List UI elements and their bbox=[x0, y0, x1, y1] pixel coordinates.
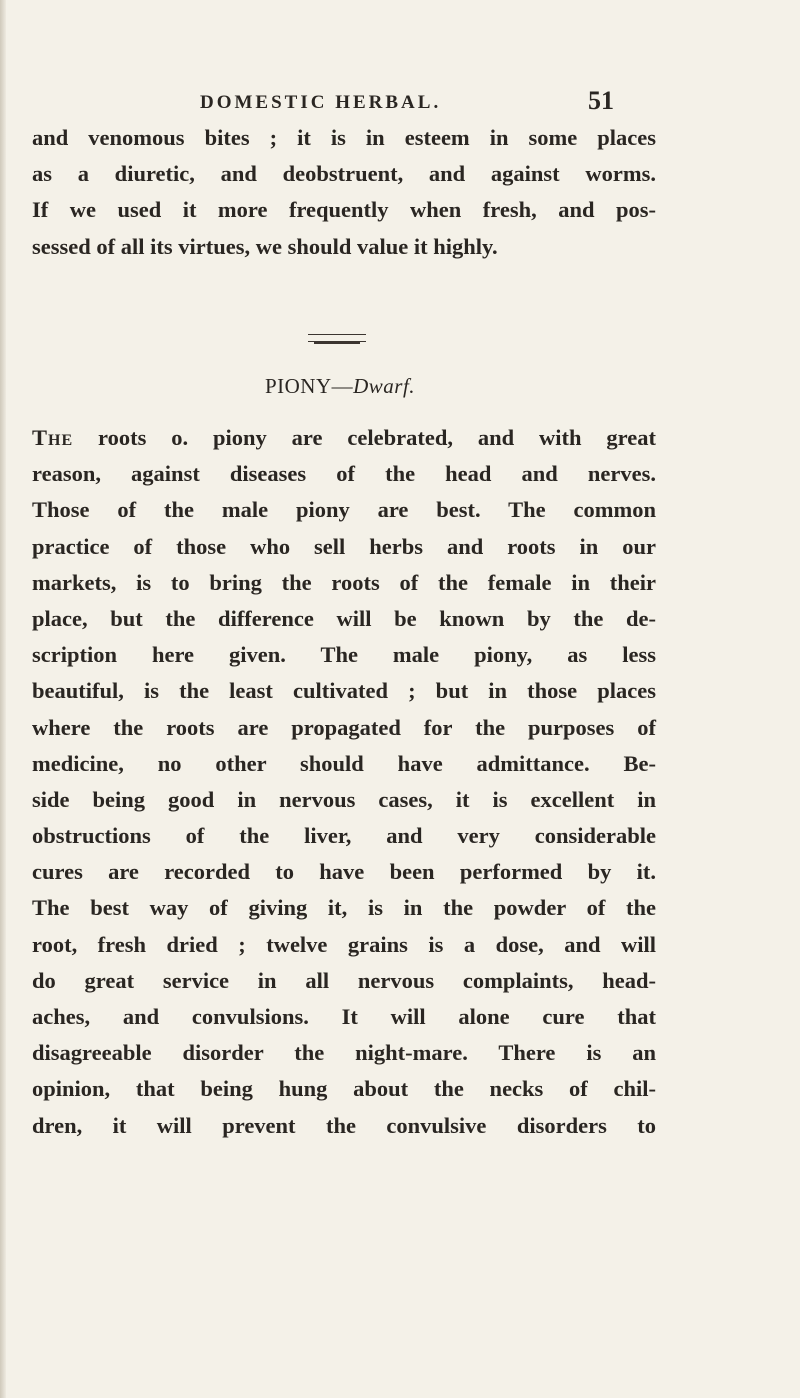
page-number: 51 bbox=[588, 86, 614, 115]
text-line: disagreeable disorder the night-mare. There is an bbox=[32, 1040, 656, 1066]
paragraph-first-line-text: roots o. piony are celebrated, and with great bbox=[73, 425, 656, 450]
section-heading-subtitle: Dwarf. bbox=[353, 374, 416, 398]
section-heading-title: PIONY— bbox=[264, 374, 354, 398]
text-line bbox=[32, 420, 656, 456]
text-line: cures are recorded to have been performed by it. bbox=[32, 859, 656, 885]
text-line: obstructions of the liver, and very considerable bbox=[32, 823, 656, 849]
text-line: markets, is to bring the roots of the female in their bbox=[32, 569, 656, 595]
text-line: reason, against diseases of the head and nerves. bbox=[32, 461, 656, 487]
text-line: opinion, that being hung about the necks of chil- bbox=[32, 1076, 656, 1102]
text-line: beautiful, is the least cultivated ; but in those places bbox=[32, 678, 656, 704]
text-line: and venomous bites ; it is in esteem in some places bbox=[32, 125, 656, 150]
text-line: root, fresh dried ; twelve grains is a dose, and will bbox=[32, 931, 656, 957]
text-line: scription here given. The male piony, as less bbox=[32, 642, 656, 668]
text-line: The best way of giving it, is in the powder of the bbox=[32, 895, 656, 921]
text-line: as a diuretic, and deobstruent, and against worms. bbox=[32, 161, 656, 187]
text-line: Those of the male piony are best. The common bbox=[32, 497, 656, 523]
text-line: do great service in all nervous complaints, head- bbox=[32, 967, 656, 993]
paragraph-opening-word: The bbox=[32, 425, 74, 450]
paragraph-piony bbox=[32, 420, 656, 1260]
page-binding-edge bbox=[0, 0, 6, 1398]
text-line: medicine, no other should have admittance. Be- bbox=[32, 750, 656, 776]
running-head: DOMESTIC HERBAL. bbox=[200, 92, 442, 113]
paragraph-continuation bbox=[32, 120, 656, 276]
section-divider-ornament bbox=[308, 334, 366, 342]
text-line: side being good in nervous cases, it is excellent in bbox=[32, 786, 656, 812]
text-line: where the roots are propagated for the purposes of bbox=[32, 714, 656, 740]
text-line: place, but the difference will be known by the de- bbox=[32, 605, 656, 631]
text-line: dren, it will prevent the convulsive disorders to bbox=[32, 1112, 656, 1138]
text-line: sessed of all its virtues, we should value it highly. bbox=[32, 233, 498, 259]
text-line: practice of those who sell herbs and roots in our bbox=[32, 533, 656, 559]
text-line: aches, and convulsions. It will alone cure that bbox=[32, 1004, 656, 1029]
text-line: If we used it more frequently when fresh, and pos- bbox=[32, 197, 656, 223]
section-heading bbox=[0, 374, 680, 399]
